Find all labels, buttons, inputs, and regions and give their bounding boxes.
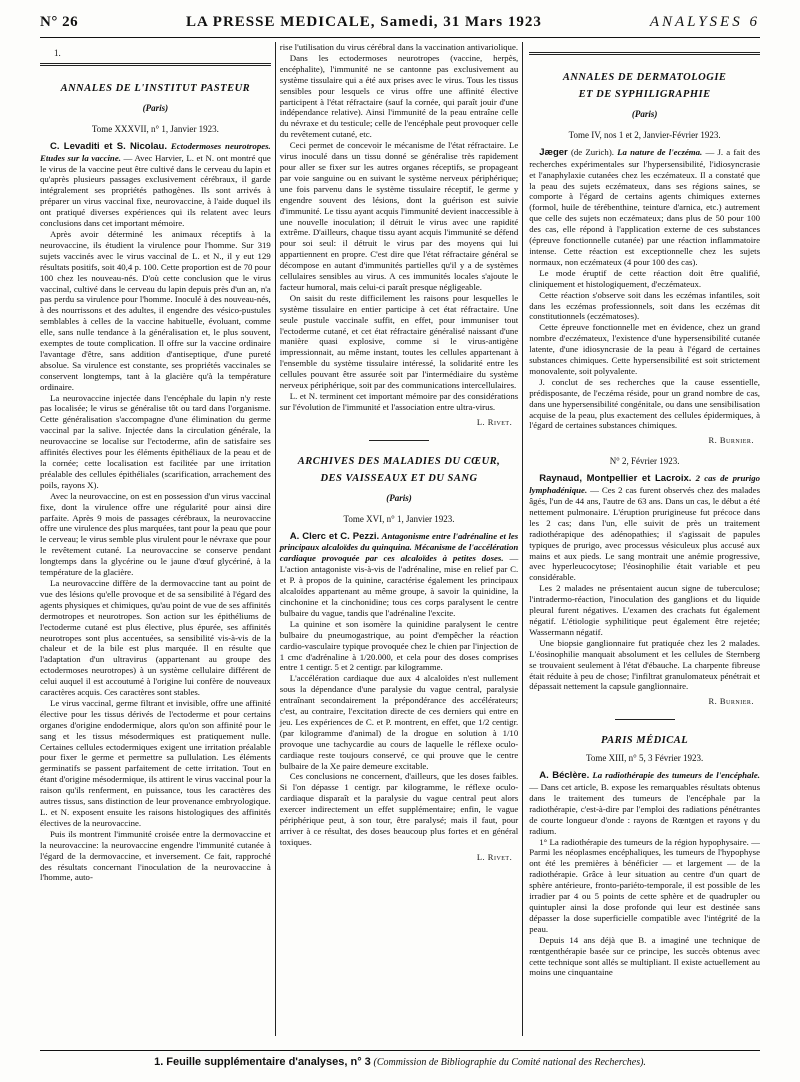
- article-text: — Avec Harvier, L. et N. ont montré que le virus de la vaccine peut être cultivé dans le cerveau du lapin et qu'après plusieurs passages exclusivement cérébraux, il garde intégralement ses propriétés pathogènes. Ils sont arrivés à préparer un virus vaccinal fixe, neurovaccine, à l'aide duquel ils ont pratiqué diverses expériences qui ils relatent avec leurs conclusions dans cet important mémoire.: [40, 152, 271, 229]
- article-paragraph: La quinine et son isomère la quinidine paralysent le centre bulbaire du pneumogastrique, au point d'empêcher la réaction cardio-vasculaire typique provoquée chez le chien par l'injection de 1 cmc d'adrénaline à 1/20.000, et cela pour des doses comprises entre 1 centigr. 5 et 2 centigr. par kilogramme.: [279, 618, 519, 673]
- article-paragraph: [529, 473, 760, 583]
- article-text: — L'action antagoniste vis-à-vis de l'adrénaline, mise en relief par C. et P. à propos de la quinine, caractérise également les principaux alcaloïdes appartenant au même groupe, à savoir la quinidine, la cinchonine et la cinchonidine; tous ces corps paralysent le centre bulbaire du vague, tandis que l'adrénaline l'excite.: [279, 553, 519, 618]
- article-paragraph: Avec la neurovaccine, on est en possession d'un virus vaccinal fixe, dont la virulence offre une régularité pour ainsi dire parfaite. Après 9 mois de passages cérébraux, la neurovaccine offre une virulence des plus marquées, tant pour la peau que pour le cerveau; le virus semble plus virulent pour le névraxe que pour le revêtement cutané. La neurovaccine se conserve pendant longtemps dans la glycérine ou le jaune d'œuf glycériné, à la température de la glacière.: [40, 490, 271, 578]
- article-paragraph: L. et N. terminent cet important mémoire par des considérations sur l'évolution de l'immunité et l'association entre ultra-virus.: [279, 391, 519, 412]
- article-paragraph: Cette épreuve fonctionnelle met en évidence, chez un grand nombre d'eczémateux, l'existence d'une hypersensibilité cutanée latente, d'une idiosyncrasie de la peau à l'égard de certaines substances chimiques. Cette hypersensibilité est soit strictement monovalente, soit polyvalente.: [529, 322, 760, 376]
- article-paragraph: On saisit du reste difficilement les raisons pour lesquelles le système tissulaire en entier participe à cet état réfractaire. Une seule pustule vaccinale suffit, en effet, pour immuniser tout l'ectoderme cutané, et cet état réfractaire généralisé naissant d'une manière quasi explosive, comme si le virus-antigène impressionnait, au même instant, toutes les cellules appartenant à l'ensemble du système tissulaire intéressé, la solidarité entre les cellules pouvant être assurée soit par l'intermédiaire du système nerveux périphérique, soit par des communications intercellulaires.: [279, 292, 519, 391]
- page-number: N° 26: [40, 14, 79, 30]
- author-location: (de Zurich).: [570, 146, 614, 157]
- tome-line: Tome XXXVII, n° 1, Janvier 1923.: [91, 123, 219, 134]
- article-paragraph: J. conclut de ses recherches que la cause essentielle, prédisposante, de l'eczéma réside, pour un grand nombre de cas, dans une hypersensibilité congénitale, ou dans une sensibilisation acquise de la peau, plus exactement des cellules épidermiques, à l'égard de certaines substances chimiques.: [529, 376, 760, 431]
- article-paragraph: Après avoir déterminé les animaux réceptifs à la neurovaccine, ils étudient la virulence pour l'homme. Sur 319 sujets vaccinés avec le virus vaccinal de L. et N., il y eut 129 résultats positifs, soit 40,4 p. 100. Cette proportion est de 70 pour 100 chez les nouveau-nés. D'où cette conclusion que le virus vaccinal, cultivé dans le cerveau du lapin depuis près d'un an, n'a pas perdu sa virulence pour l'homme. Inoculé à des nouveau-nés, à des nourrissons et des adultes, il engendre des vésico-pustules semblables à celles de la vaccine habituelle, évoluant, comme elle, sans nulle tendance à la généralisation et, le plus souvent, exemptes de toute complication. Il offre sur la vaccine ordinaire l'avantage d'être, sans addition d'antiseptique, d'une pureté absolue. Sa virulence est constante, ses propriétés vaccinales se conservent longtemps, tant à la glacière qu'à la température ordinaire.: [40, 228, 271, 392]
- section-title-line: ANNALES DE DERMATOLOGIE: [562, 72, 727, 83]
- article-authors: A. Béclère.: [539, 770, 590, 782]
- section-label: ANALYSES 6: [649, 14, 760, 30]
- article-paragraph: [280, 531, 518, 619]
- article-text: — J. a fait des recherches expérimentales sur l'hypersensibilité, l'idiosyncrasie et l'anaphylaxie cutanées chez les eczémateux. Il a constaté que la peau des sujets eczémateux, dans ses régions saines, se comporte à l'égard de certains agents chimiques externes (formol, huile de térébenthine, teinture d'arnica, etc.) autrement que celle des sujets non eczémateux; dans plus de 50 pour 100 des cas, elle répond à l'application externe de ces substances (épreuve fonctionnelle cutanée) par une réaction inflammatoire intense. Cette réaction est exceptionnelle chez les sujets normaux, non eczémateux (4 pour 100 des cas).: [529, 146, 760, 267]
- signature: R. Burnier.: [708, 696, 754, 707]
- index-number: 1.: [54, 48, 61, 58]
- header-rule: [40, 37, 760, 38]
- article-paragraph: Dans les ectodermoses neurotropes (vaccine, herpès, encéphalite), l'immunité ne se cantonne pas exclusivement au système tissulaire qui a été aux prises avec le virus. Tous les tissus sensibles pour lesquels ce virus offre une affinité élective participent à l'état réfractaire (sauf la cornée, qui paraît jouir d'une indépendance relative). Ainsi l'immunité de la peau entraîne celle du névraxe et du testicule; celle de l'encéphale peut provoquer celle du revêtement cutané, etc.: [279, 52, 519, 140]
- article-paragraph: Ces conclusions ne concernent, d'ailleurs, que les doses faibles. Si l'on dépasse 1 centigr. par kilogramme, le réflexe oculo-cardiaque disparaît et la paralysie du vague central peut alors exercer indirectement un effet supplémentaire; enfin, le vague périphérique peut, à son tour, être paralysé; mais il faut, pour arriver à ce résultat, des doses beaucoup plus fortes et en général toxiques.: [279, 771, 519, 847]
- footer-label: 1. Feuille supplémentaire d'analyses, n° 3: [154, 1056, 371, 1068]
- article-paragraph: Le mode éruptif de cette réaction doit être qualifié, cliniquement et histologiquement, d'eczémateux.: [529, 267, 760, 289]
- section-title: ANNALES DE L'INSTITUT PASTEUR: [60, 82, 251, 94]
- signature: R. Burnier.: [708, 435, 754, 446]
- footer-note: (Commission de Bibliographie du Comité national des Recherches).: [373, 1057, 646, 1068]
- double-rule: [529, 52, 760, 55]
- article-paragraph: Depuis 14 ans déjà que B. a imaginé une technique de rœntgenthérapie basée sur ce principe, les succès obtenus avec cette technique sont allés se multipliant. Il existe actuellement au moins une cinquantaine: [529, 934, 760, 978]
- signature: L. Rivet.: [476, 851, 513, 862]
- tome-line: Tome XVI, n° 1, Janvier 1923.: [343, 513, 455, 524]
- article-title: La nature de l'eczéma.: [617, 146, 703, 157]
- section-title: [280, 453, 518, 487]
- article-title: Ectodermoses neurotropes. Etudes sur la vaccine.: [40, 140, 271, 163]
- article-paragraph: [529, 147, 760, 268]
- separator-rule: [615, 719, 675, 720]
- signature: L. Rivet.: [476, 416, 513, 427]
- article-paragraph: Puis ils montrent l'immunité croisée entre la dermovaccine et la neurovaccine: la neurovaccine engendre l'immunité cutanée à l'égard de la dermovaccine, et inversement. Ce fait, rapproché des résultats concernant l'inoculation de la neurovaccine à l'homme, auto-: [40, 828, 271, 883]
- article-paragraph: rise l'utilisation du virus cérébral dans la vaccination antivariolique.: [279, 42, 519, 52]
- place: (Paris): [386, 492, 412, 503]
- running-header: [40, 14, 760, 34]
- double-rule: [40, 63, 271, 66]
- article-paragraph: [40, 141, 271, 229]
- section-title: PARIS MÉDICAL: [601, 735, 689, 747]
- article-paragraph: L'accélération cardiaque due aux 4 alcaloïdes n'est nullement sous la dépendance d'une paralysie du vague central, paralysie entraînant secondairement la prépondérance des accélérateurs; c'est, au contraire, l'excitation directe de ces derniers qui entre en jeu. Les expériences de C. et P. montrent, en effet, que 1/2 centigr. (par kilogramme d'animal) de la drogue en solution à 1/10 provoque une tachycardie au cours de laquelle le réflexe oculo-cardiaque reste toujours conservé, ce qui prouve que le centre bulbaire de la Xe paire demeure excitable.: [279, 673, 519, 771]
- column-3: [523, 42, 760, 1036]
- columns: [40, 42, 760, 1036]
- column-1: [40, 42, 275, 1036]
- column-2: [275, 42, 523, 1036]
- article-text: — Dans cet article, B. expose les remarquables résultats obtenus dans le traitement des tumeurs de l'encéphale par la radiothérapie, c'est-à-dire par l'emploi des radiations pénétrantes de courte longueur d'onde : rayons de Rœntgen et rayons γ du radium.: [529, 782, 760, 836]
- section-title-line: DES VAISSEAUX ET DU SANG: [320, 472, 478, 484]
- separator-rule: [369, 440, 429, 441]
- article-title: Antagonisme entre l'adrénaline et les principaux alcaloïdes du quinquina. Mécanisme de l'accélération cardiaque provoquée par ces alcaloïdes à petites doses.: [279, 530, 519, 564]
- article-paragraph: Une biopsie ganglionnaire fut pratiquée chez les 2 malades. L'éosinophilie manquait absolument et les cellules de Sternberg se trouvaient seulement à l'état d'ébauche. La charpente fibreuse était réduite à peu de chose; l'infiltrat granulomateux pénétrait et dépassait nettement la capsule ganglionnaire.: [529, 637, 760, 692]
- place: (Paris): [631, 109, 658, 119]
- tome-line: Tome XIII, n° 5, 3 Février 1923.: [586, 753, 704, 764]
- article-paragraph: La neurovaccine injectée dans l'encéphale du lapin n'y reste pas localisée; le virus se généralise tôt ou tard dans l'organisme. Cette généralisation s'accompagne d'une élimination du germe vaccinal par la salive. Injectée dans la circulation générale, la neurovaccine se localise sur l'ectoderme, afin de satisfaire ses affinités électives pour les éléments épithéliaux de la peau et de la cornée; cette localisation est facilitée par une irritation préalable des cellules épithéliales (scarification, arrachement des poils, rayons X).: [40, 392, 271, 490]
- article-paragraph: [529, 770, 760, 836]
- tome-line: Tome IV, nos 1 et 2, Janvier-Février 1923.: [568, 129, 721, 140]
- article-text: — Ces 2 cas furent observés chez des malades âgés, l'un de 44 ans, l'autre de 63 ans. Dans un cas, le début a été nettement pulmonaire. L'éruption prurigineuse fut précoce dans les 2 cas; dans l'un, elle suivit de près un traitement radiothérapique des adénopathies; il s'agissait de papules typiques de prurigo, avec processus vésiculeux plus accusé aux mains et aux pieds. Le sang montrait une anémie progressive, avec hyperleucocytose; l'éosinophilie était variable et peu considérable.: [529, 485, 760, 583]
- article-authors: Raynaud, Montpellier et Lacroix.: [539, 473, 692, 485]
- place: (Paris): [142, 102, 169, 113]
- journal-title: LA PRESSE MEDICALE, Samedi, 31 Mars 1923: [186, 14, 542, 30]
- article-title: La radiothérapie des tumeurs de l'encéphale.: [592, 770, 760, 781]
- article-paragraph: Le virus vaccinal, germe filtrant et invisible, offre une affinité élective pour les tissus dérivés de l'ectoderme et pour certains organes d'origine endodermique, alors qu'on son affinité pour le sang et les tissus mésodermiques est pratiquement nulle. Certaines cellules ectodermiques exigent une irritation préalable pour fixer le germe et permettre sa pullulation. Les éléments germinatifs se passent parfaitement de cette irritation. Tout en étant d'origine mésodermique, ils attirent le virus vaccinal pour la raison qu'ils renferment, en puissance, tous les caractères des autres tissus, sans distinction de leur provenance embryologique. L. et N. exposent ensuite les raisons histologiques des affinités électives de la neurovaccine.: [40, 697, 271, 828]
- article-paragraph: Ceci permet de concevoir le mécanisme de l'état réfractaire. Le virus inoculé dans un tissu donné se généralise très rapidement pour aller se fixer sur les autres organes réceptifs, se propageant par voie sanguine ou en suivant le système nerveux périphérique; une fois parvenu dans le système tissulaire réceptif, le germe y engendre souvent des lésions, dont la guérison est suivie d'immunité. Le tissu ayant acquis l'immunité devient inaccessible à une nouvelle inoculation; il détruit le virus avec une rapidité extrême. D'ailleurs, chaque tissu ayant acquis l'immunité se défend pour soi seul: il détruit le virus par des moyens qui lui appartiennent en propre. C'est dire que l'état réfractaire général se décompose en autant d'immunités partielles qu'il y a de systèmes cellulaires sensibles au virus. A ces immunités locales s'ajoute le facteur humoral, mais celui-ci paraît presque négligeable.: [279, 140, 519, 292]
- article-authors: Jæger: [539, 146, 568, 158]
- section-title-line: ARCHIVES DES MALADIES DU CŒUR,: [297, 455, 501, 467]
- article-authors: A. Clerc et C. Pezzi.: [289, 530, 380, 542]
- article-title: 2 cas de prurigo lymphadénique.: [529, 473, 760, 496]
- page-footer: [40, 1050, 760, 1068]
- section-title-line: ET DE SYPHILIGRAPHIE: [578, 89, 711, 100]
- article-paragraph: La neurovaccine diffère de la dermovaccine tant au point de vue des lésions qu'elle provoque et de sa sensibilité à l'égard des agents physiques et chimiques, qu'au point de vue de ses affinités dermotropes et neurotropes. Son action sur les épithéliums de l'ectoderme cutané est plus élective, plus épurée, ses affinités neurotropes sont plus accentuées, sa sensibilité vis-à-vis de la chaleur et de la bile est plus marquée. Il en résulte que l'adaptation d'un ultravirus (appartenant au groupe des ectodermoses neurotropes) à un système cellulaire différent de celui auquel il est accoutumé à l'origine lui confère de nouveaux caractères acquis. Ces caractères sont stables.: [40, 577, 271, 698]
- article-paragraph: Les 2 malades ne présentaient aucun signe de tuberculose; l'intradermo-réaction, l'inoculation des ganglions et du liquide pleural furent négatives. L'examen des crachats fut également négatif. L'étiologie syphilitique peut également être rejetée; Wassermann négatif.: [529, 583, 760, 637]
- article-paragraph: Cette réaction s'observe soit dans les eczémas infantiles, soit dans les eczémas professionnels, soit dans les eczémas dit constitutionnels (eczématoses).: [529, 289, 760, 322]
- article-authors: C. Levaditi et S. Nicolau.: [50, 140, 167, 152]
- section-title: [529, 69, 760, 103]
- article-paragraph: 1° La radiothérapie des tumeurs de la région hypophysaire. — Parmi les néoplasmes encéphaliques, les tumeurs de l'hypophyse ont été les premières à bénéficier — et largement — de la radiothérapie. Grâce à leur situation au centre d'un quart de sphère antérieure, fronto-pariéto-temporale, il est possible de les irradier par 4 ou 5 points de cette sphère et de quadrupler ou quintupler ainsi la dose profonde qui leur est destinée sans dépasser la dose superficielle compatible avec l'intégrité de la peau.: [529, 836, 760, 934]
- tome-line: N° 2, Février 1923.: [609, 456, 680, 467]
